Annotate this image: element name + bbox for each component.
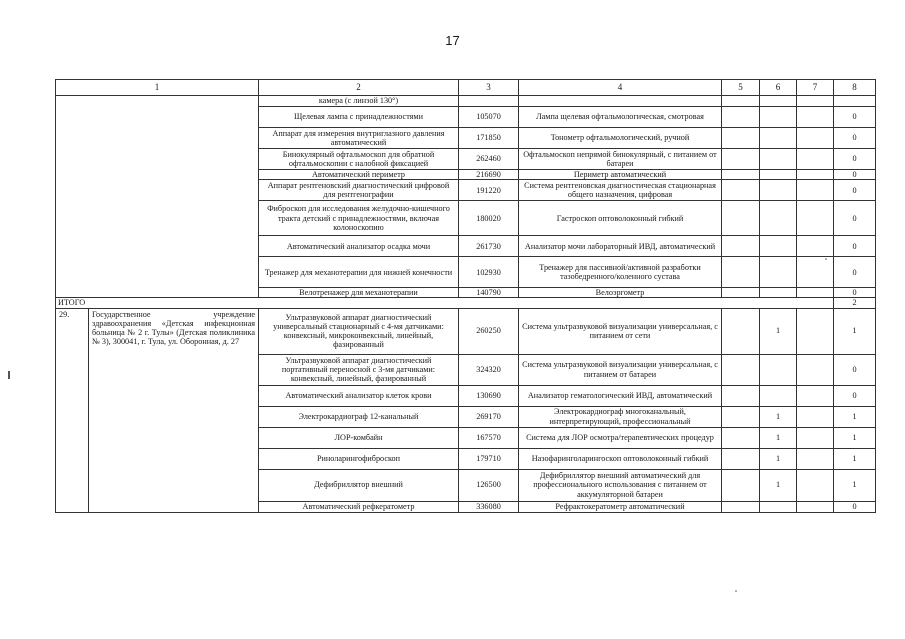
cell-c3: 167570 bbox=[459, 427, 519, 448]
cell-c8: 1 bbox=[834, 448, 876, 469]
cell-c5 bbox=[722, 406, 760, 427]
header-cell: 3 bbox=[459, 80, 519, 96]
cell-c4: Периметр автоматический bbox=[519, 170, 722, 180]
cell-c5 bbox=[722, 427, 760, 448]
cell-c4: Анализатор гематологический ИВД, автоматический bbox=[519, 385, 722, 406]
cell-c2: Дефибриллятор внешний bbox=[259, 469, 459, 501]
cell-c7 bbox=[797, 236, 834, 257]
cell-c8: 0 bbox=[834, 180, 876, 201]
cell-c7 bbox=[797, 201, 834, 236]
cell-c5 bbox=[722, 448, 760, 469]
cell-c5 bbox=[722, 236, 760, 257]
cell-c4: Лампа щелевая офтальмологическая, смотровая bbox=[519, 107, 722, 128]
continuation-blank-cell bbox=[56, 96, 259, 298]
header-cell: 6 bbox=[760, 80, 797, 96]
cell-c6 bbox=[760, 288, 797, 298]
cell-c3: 191220 bbox=[459, 180, 519, 201]
cell-c8: 1 bbox=[834, 406, 876, 427]
cell-c2: Щелевая лампа с принадлежностями bbox=[259, 107, 459, 128]
cell-c5 bbox=[722, 128, 760, 149]
cell-c8: 0 bbox=[834, 257, 876, 288]
cell-c5 bbox=[722, 288, 760, 298]
cell-c8: 0 bbox=[834, 201, 876, 236]
cell-c6: 1 bbox=[760, 469, 797, 501]
cell-c7 bbox=[797, 257, 834, 288]
cell-c7 bbox=[797, 288, 834, 298]
cell-c2: Ультразвуковой аппарат диагностический портативный переносной с 3-мя датчиками: конвексный, линейный, фазированный bbox=[259, 354, 459, 385]
cell-c6: 1 bbox=[760, 308, 797, 354]
cell-c5 bbox=[722, 170, 760, 180]
cell-c2: Автоматический рефкератометр bbox=[259, 501, 459, 512]
cell-c6: 1 bbox=[760, 406, 797, 427]
cell-c2: Электрокардиограф 12-канальный bbox=[259, 406, 459, 427]
cell-c6 bbox=[760, 385, 797, 406]
cell-c6 bbox=[760, 128, 797, 149]
cell-c8: 1 bbox=[834, 469, 876, 501]
cell-c5 bbox=[722, 96, 760, 107]
header-cell: 7 bbox=[797, 80, 834, 96]
cell-c5 bbox=[722, 257, 760, 288]
cell-c3 bbox=[459, 96, 519, 107]
cell-c8: 1 bbox=[834, 308, 876, 354]
cell-c4: Система ультразвуковой визуализации универсальная, с питанием от сети bbox=[519, 308, 722, 354]
cell-c6 bbox=[760, 180, 797, 201]
cell-c4: Тонометр офтальмологический, ручной bbox=[519, 128, 722, 149]
cell-c5 bbox=[722, 354, 760, 385]
cell-c3: 260250 bbox=[459, 308, 519, 354]
cell-c6: 1 bbox=[760, 427, 797, 448]
cell-c3: 216690 bbox=[459, 170, 519, 180]
section-number: 29. bbox=[56, 308, 89, 512]
cell-c2: камера (с линзой 130°) bbox=[259, 96, 459, 107]
cell-c6 bbox=[760, 107, 797, 128]
cell-c4: Офтальмоскоп непрямой бинокулярный, с питанием от батареи bbox=[519, 149, 722, 170]
cell-c4: Дефибриллятор внешний автоматический для профессионального использования с питанием от аккумуляторной батареи bbox=[519, 469, 722, 501]
itogo-value: 2 bbox=[834, 298, 876, 308]
header-row bbox=[56, 80, 876, 96]
cell-c3: 261730 bbox=[459, 236, 519, 257]
cell-c4 bbox=[519, 96, 722, 107]
cell-c8: 0 bbox=[834, 128, 876, 149]
cell-c7 bbox=[797, 406, 834, 427]
cell-c7 bbox=[797, 385, 834, 406]
cell-c5 bbox=[722, 385, 760, 406]
cell-c6 bbox=[760, 201, 797, 236]
cell-c4: Назофаринголарингоскоп оптоволоконный гибкий bbox=[519, 448, 722, 469]
cell-c3: 262460 bbox=[459, 149, 519, 170]
organization-cell: Государственное учреждение здравоохранения «Детская инфекционная больница № 2 г. Тулы» (Детская поликлиника № 3), 300041, г. Тула, ул. Оборонная, д. 27 bbox=[89, 308, 259, 512]
cell-c8: 0 bbox=[834, 385, 876, 406]
itogo-label: ИТОГО bbox=[56, 298, 834, 308]
equipment-table bbox=[55, 79, 876, 513]
scan-speck bbox=[735, 590, 737, 592]
cell-c7 bbox=[797, 180, 834, 201]
cell-c7 bbox=[797, 354, 834, 385]
cell-c7 bbox=[797, 501, 834, 512]
cell-c4: Анализатор мочи лабораторный ИВД, автоматический bbox=[519, 236, 722, 257]
cell-c7 bbox=[797, 170, 834, 180]
cell-c2: ЛОР-комбайн bbox=[259, 427, 459, 448]
cell-c2: Аппарат рентгеновский диагностический цифровой для рентгенографии bbox=[259, 180, 459, 201]
cell-c6 bbox=[760, 354, 797, 385]
cell-c3: 269170 bbox=[459, 406, 519, 427]
cell-c3: 105070 bbox=[459, 107, 519, 128]
cell-c3: 180020 bbox=[459, 201, 519, 236]
cell-c4: Система для ЛОР осмотра/терапевтических процедур bbox=[519, 427, 722, 448]
cell-c7 bbox=[797, 149, 834, 170]
cell-c2: Автоматический анализатор клеток крови bbox=[259, 385, 459, 406]
header-cell: 2 bbox=[259, 80, 459, 96]
cell-c3: 130690 bbox=[459, 385, 519, 406]
cell-c4: Тренажер для пассивной/активной разработки тазобедренного/коленного сустава bbox=[519, 257, 722, 288]
cell-c4: Система рентгеновская диагностическая стационарная общего назначения, цифровая bbox=[519, 180, 722, 201]
cell-c8: 0 bbox=[834, 288, 876, 298]
cell-c3: 336080 bbox=[459, 501, 519, 512]
scan-mark bbox=[8, 371, 13, 379]
cell-c8 bbox=[834, 96, 876, 107]
header-cell: 4 bbox=[519, 80, 722, 96]
cell-c7 bbox=[797, 308, 834, 354]
cell-c7 bbox=[797, 469, 834, 501]
cell-c2: Велотренажер для механотерапии bbox=[259, 288, 459, 298]
cell-c5 bbox=[722, 107, 760, 128]
cell-c5 bbox=[722, 308, 760, 354]
cell-c2: Аппарат для измерения внутриглазного давления автоматический bbox=[259, 128, 459, 149]
cell-c2: Ультразвуковой аппарат диагностический универсальный стационарный с 4-мя датчиками: конвексный, микроконвексный, линейный, фазированный bbox=[259, 308, 459, 354]
cell-c5 bbox=[722, 201, 760, 236]
cell-c7 bbox=[797, 448, 834, 469]
cell-c4: Система ультразвуковой визуализации универсальная, с питанием от батареи bbox=[519, 354, 722, 385]
cell-c3: 324320 bbox=[459, 354, 519, 385]
cell-c2: Автоматический анализатор осадка мочи bbox=[259, 236, 459, 257]
cell-c6 bbox=[760, 257, 797, 288]
cell-c7 bbox=[797, 128, 834, 149]
cell-c8: 1 bbox=[834, 427, 876, 448]
cell-c6 bbox=[760, 501, 797, 512]
cell-c5 bbox=[722, 180, 760, 201]
page-number: 17 bbox=[445, 33, 460, 48]
cell-c7 bbox=[797, 427, 834, 448]
table-row bbox=[56, 308, 876, 354]
cell-c7 bbox=[797, 96, 834, 107]
cell-c2: Бинокулярный офтальмоскоп для обратной офтальмоскопии с налобной фиксацией bbox=[259, 149, 459, 170]
cell-c8: 0 bbox=[834, 501, 876, 512]
cell-c3: 140790 bbox=[459, 288, 519, 298]
cell-c2: Риноларингофиброскоп bbox=[259, 448, 459, 469]
cell-c6 bbox=[760, 170, 797, 180]
cell-c6 bbox=[760, 236, 797, 257]
cell-c3: 126500 bbox=[459, 469, 519, 501]
cell-c3: 171850 bbox=[459, 128, 519, 149]
table-row bbox=[56, 96, 876, 107]
header-cell: 8 bbox=[834, 80, 876, 96]
cell-c6 bbox=[760, 149, 797, 170]
cell-c4: Электрокардиограф многоканальный, интерпретирующий, профессиональный bbox=[519, 406, 722, 427]
cell-c2: Тренажер для механотерапии для нижней конечности bbox=[259, 257, 459, 288]
cell-c6: 1 bbox=[760, 448, 797, 469]
cell-c3: 102930 bbox=[459, 257, 519, 288]
cell-c8: 0 bbox=[834, 107, 876, 128]
cell-c8: 0 bbox=[834, 354, 876, 385]
cell-c7 bbox=[797, 107, 834, 128]
cell-c4: Гастроскоп оптоволоконный гибкий bbox=[519, 201, 722, 236]
cell-c2: Фиброскоп для исследования желудочно-кишечного тракта детский с принадлежностями, включая колоноскопию bbox=[259, 201, 459, 236]
itogo-row bbox=[56, 298, 876, 308]
cell-c6 bbox=[760, 96, 797, 107]
cell-c4: Велоэргометр bbox=[519, 288, 722, 298]
cell-c8: 0 bbox=[834, 236, 876, 257]
cell-c3: 179710 bbox=[459, 448, 519, 469]
header-cell: 5 bbox=[722, 80, 760, 96]
cell-c2: Автоматический периметр bbox=[259, 170, 459, 180]
cell-c5 bbox=[722, 149, 760, 170]
cell-c5 bbox=[722, 501, 760, 512]
cell-c8: 0 bbox=[834, 170, 876, 180]
cell-c8: 0 bbox=[834, 149, 876, 170]
header-cell: 1 bbox=[56, 80, 259, 96]
cell-c4: Рефрактокератометр автоматический bbox=[519, 501, 722, 512]
cell-c5 bbox=[722, 469, 760, 501]
